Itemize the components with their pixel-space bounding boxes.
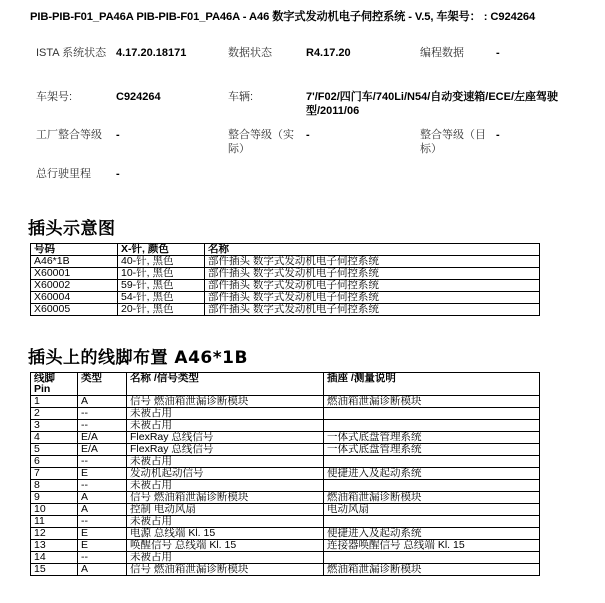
pin-socket-cell — [324, 420, 540, 432]
pin-type-cell: E — [78, 528, 127, 540]
pin-row — [31, 528, 540, 540]
plug-table — [30, 243, 540, 316]
pin-type-cell: -- — [78, 480, 127, 492]
mileage-value: - — [116, 168, 120, 180]
pin-row — [31, 444, 540, 456]
plug-name-cell: 部件插头 数字式发动机电子伺控系统 — [205, 256, 540, 268]
factory-level-value: - — [116, 129, 120, 141]
pin-signal-cell: 未被占用 — [127, 516, 324, 528]
int-actual-label: 整合等级（实际） — [228, 129, 294, 155]
int-target-label: 整合等级（目标） — [420, 129, 486, 155]
vehicle-value: 7'/F02/四门车/740Li/N54/自动变速箱/ECE/左座驾驶型/2011/06 — [306, 91, 559, 117]
ista-value: 4.17.20.18171 — [116, 47, 187, 59]
plug-row — [31, 256, 540, 268]
col-header-socket: 插座 /测量说明 — [324, 373, 540, 396]
plug-number-cell: X60004 — [31, 292, 118, 304]
plug-name-cell: 部件插头 数字式发动机电子伺控系统 — [205, 292, 540, 304]
col-header-pins: X-针, 颜色 — [118, 244, 205, 256]
pin-signal-cell: 信号 燃油箱泄漏诊断模块 — [127, 564, 324, 576]
pin-number-cell: 11 — [31, 516, 78, 528]
pin-socket-cell — [324, 516, 540, 528]
plug-table-header — [31, 244, 540, 256]
programming-label: 编程数据 — [420, 47, 464, 59]
ista-label: ISTA 系统状态 — [36, 47, 107, 59]
pin-section-title: 插头上的线脚布置 A46*1B — [28, 348, 248, 368]
pin-row — [31, 456, 540, 468]
pin-signal-cell: 信号 燃油箱泄漏诊断模块 — [127, 492, 324, 504]
pin-type-cell: -- — [78, 552, 127, 564]
vin-value: C924264 — [116, 91, 161, 103]
pin-row — [31, 516, 540, 528]
pin-signal-cell: 未被占用 — [127, 420, 324, 432]
factory-level-label: 工厂整合等级 — [36, 129, 102, 141]
pin-number-cell: 6 — [31, 456, 78, 468]
pin-socket-cell — [324, 408, 540, 420]
plug-pins-cell: 20-针, 黑色 — [118, 304, 205, 316]
pin-socket-cell: 燃油箱泄漏诊断模块 — [324, 492, 540, 504]
data-status-value: R4.17.20 — [306, 47, 351, 59]
col-header-type: 类型 — [78, 373, 127, 396]
pin-number-cell: 9 — [31, 492, 78, 504]
col-header-number: 号码 — [31, 244, 118, 256]
plug-number-cell: X60001 — [31, 268, 118, 280]
plug-row — [31, 268, 540, 280]
pin-row — [31, 564, 540, 576]
vin-label: 车架号: — [36, 91, 73, 103]
programming-value: - — [496, 47, 500, 59]
mileage-label: 总行驶里程 — [36, 168, 91, 180]
pin-row — [31, 492, 540, 504]
vehicle-label: 车辆: — [228, 91, 254, 103]
pin-number-cell: 3 — [31, 420, 78, 432]
pin-row — [31, 504, 540, 516]
pin-type-cell: A — [78, 492, 127, 504]
pin-socket-cell: 连接器唤醒信号 总线端 Kl. 15 — [324, 540, 540, 552]
col-header-pin: 线脚 Pin — [31, 373, 78, 396]
pin-number-cell: 13 — [31, 540, 78, 552]
pin-socket-cell — [324, 456, 540, 468]
col-header-name: 名称 — [205, 244, 540, 256]
pin-row — [31, 480, 540, 492]
pin-number-cell: 10 — [31, 504, 78, 516]
plug-pins-cell: 59-针, 黑色 — [118, 280, 205, 292]
pin-socket-cell — [324, 552, 540, 564]
pin-signal-cell: 未被占用 — [127, 552, 324, 564]
plug-section-title: 插头示意图 — [28, 219, 116, 239]
pin-number-cell: 4 — [31, 432, 78, 444]
pin-signal-cell: FlexRay 总线信号 — [127, 444, 324, 456]
pin-type-cell: A — [78, 504, 127, 516]
plug-number-cell: X60002 — [31, 280, 118, 292]
pin-row — [31, 420, 540, 432]
pin-number-cell: 2 — [31, 408, 78, 420]
plug-pins-cell: 54-针, 黑色 — [118, 292, 205, 304]
pin-socket-cell: 便捷进入及起动系统 — [324, 468, 540, 480]
plug-pins-cell: 10-针, 黑色 — [118, 268, 205, 280]
pin-type-cell: -- — [78, 420, 127, 432]
int-actual-value: - — [306, 129, 310, 141]
pin-row — [31, 552, 540, 564]
pin-row — [31, 408, 540, 420]
plug-number-cell: X60005 — [31, 304, 118, 316]
pin-type-cell: E/A — [78, 432, 127, 444]
pin-signal-cell: 未被占用 — [127, 456, 324, 468]
int-target-value: - — [496, 129, 500, 141]
pin-socket-cell: 电动风扇 — [324, 504, 540, 516]
plug-row — [31, 280, 540, 292]
pin-socket-cell: 一体式底盘管理系统 — [324, 432, 540, 444]
pin-type-cell: -- — [78, 516, 127, 528]
plug-name-cell: 部件插头 数字式发动机电子伺控系统 — [205, 268, 540, 280]
pin-signal-cell: 控制 电动风扇 — [127, 504, 324, 516]
pin-socket-cell — [324, 480, 540, 492]
pin-number-cell: 7 — [31, 468, 78, 480]
pin-number-cell: 12 — [31, 528, 78, 540]
pin-table-header — [31, 373, 540, 396]
pin-number-cell: 8 — [31, 480, 78, 492]
pin-number-cell: 1 — [31, 396, 78, 408]
pin-signal-cell: 未被占用 — [127, 408, 324, 420]
pin-signal-cell: 信号 燃油箱泄漏诊断模块 — [127, 396, 324, 408]
plug-name-cell: 部件插头 数字式发动机电子伺控系统 — [205, 280, 540, 292]
plug-pins-cell: 40-针, 黑色 — [118, 256, 205, 268]
pin-number-cell: 5 — [31, 444, 78, 456]
col-header-signal: 名称 /信号类型 — [127, 373, 324, 396]
document-header: PIB-PIB-F01_PA46A PIB-PIB-F01_PA46A - A46 数字式发动机电子伺控系统 - V.5, 车架号： : C924264 — [30, 11, 536, 23]
pin-socket-cell: 便捷进入及起动系统 — [324, 528, 540, 540]
plug-name-cell: 部件插头 数字式发动机电子伺控系统 — [205, 304, 540, 316]
pin-row — [31, 468, 540, 480]
pin-socket-cell: 燃油箱泄漏诊断模块 — [324, 564, 540, 576]
pin-type-cell: E — [78, 468, 127, 480]
pin-type-cell: -- — [78, 456, 127, 468]
pin-type-cell: E — [78, 540, 127, 552]
pin-socket-cell: 燃油箱泄漏诊断模块 — [324, 396, 540, 408]
pin-row — [31, 432, 540, 444]
pin-number-cell: 14 — [31, 552, 78, 564]
pin-table — [30, 372, 540, 576]
data-status-label: 数据状态 — [228, 47, 272, 59]
pin-row — [31, 540, 540, 552]
pin-type-cell: E/A — [78, 444, 127, 456]
pin-signal-cell: 电源 总线端 Kl. 15 — [127, 528, 324, 540]
pin-type-cell: A — [78, 564, 127, 576]
pin-type-cell: A — [78, 396, 127, 408]
pin-signal-cell: FlexRay 总线信号 — [127, 432, 324, 444]
pin-signal-cell: 未被占用 — [127, 480, 324, 492]
pin-signal-cell: 唤醒信号 总线端 Kl. 15 — [127, 540, 324, 552]
pin-row — [31, 396, 540, 408]
plug-number-cell: A46*1B — [31, 256, 118, 268]
pin-number-cell: 15 — [31, 564, 78, 576]
pin-type-cell: -- — [78, 408, 127, 420]
plug-row — [31, 292, 540, 304]
pin-signal-cell: 发动机起动信号 — [127, 468, 324, 480]
plug-row — [31, 304, 540, 316]
pin-socket-cell: 一体式底盘管理系统 — [324, 444, 540, 456]
